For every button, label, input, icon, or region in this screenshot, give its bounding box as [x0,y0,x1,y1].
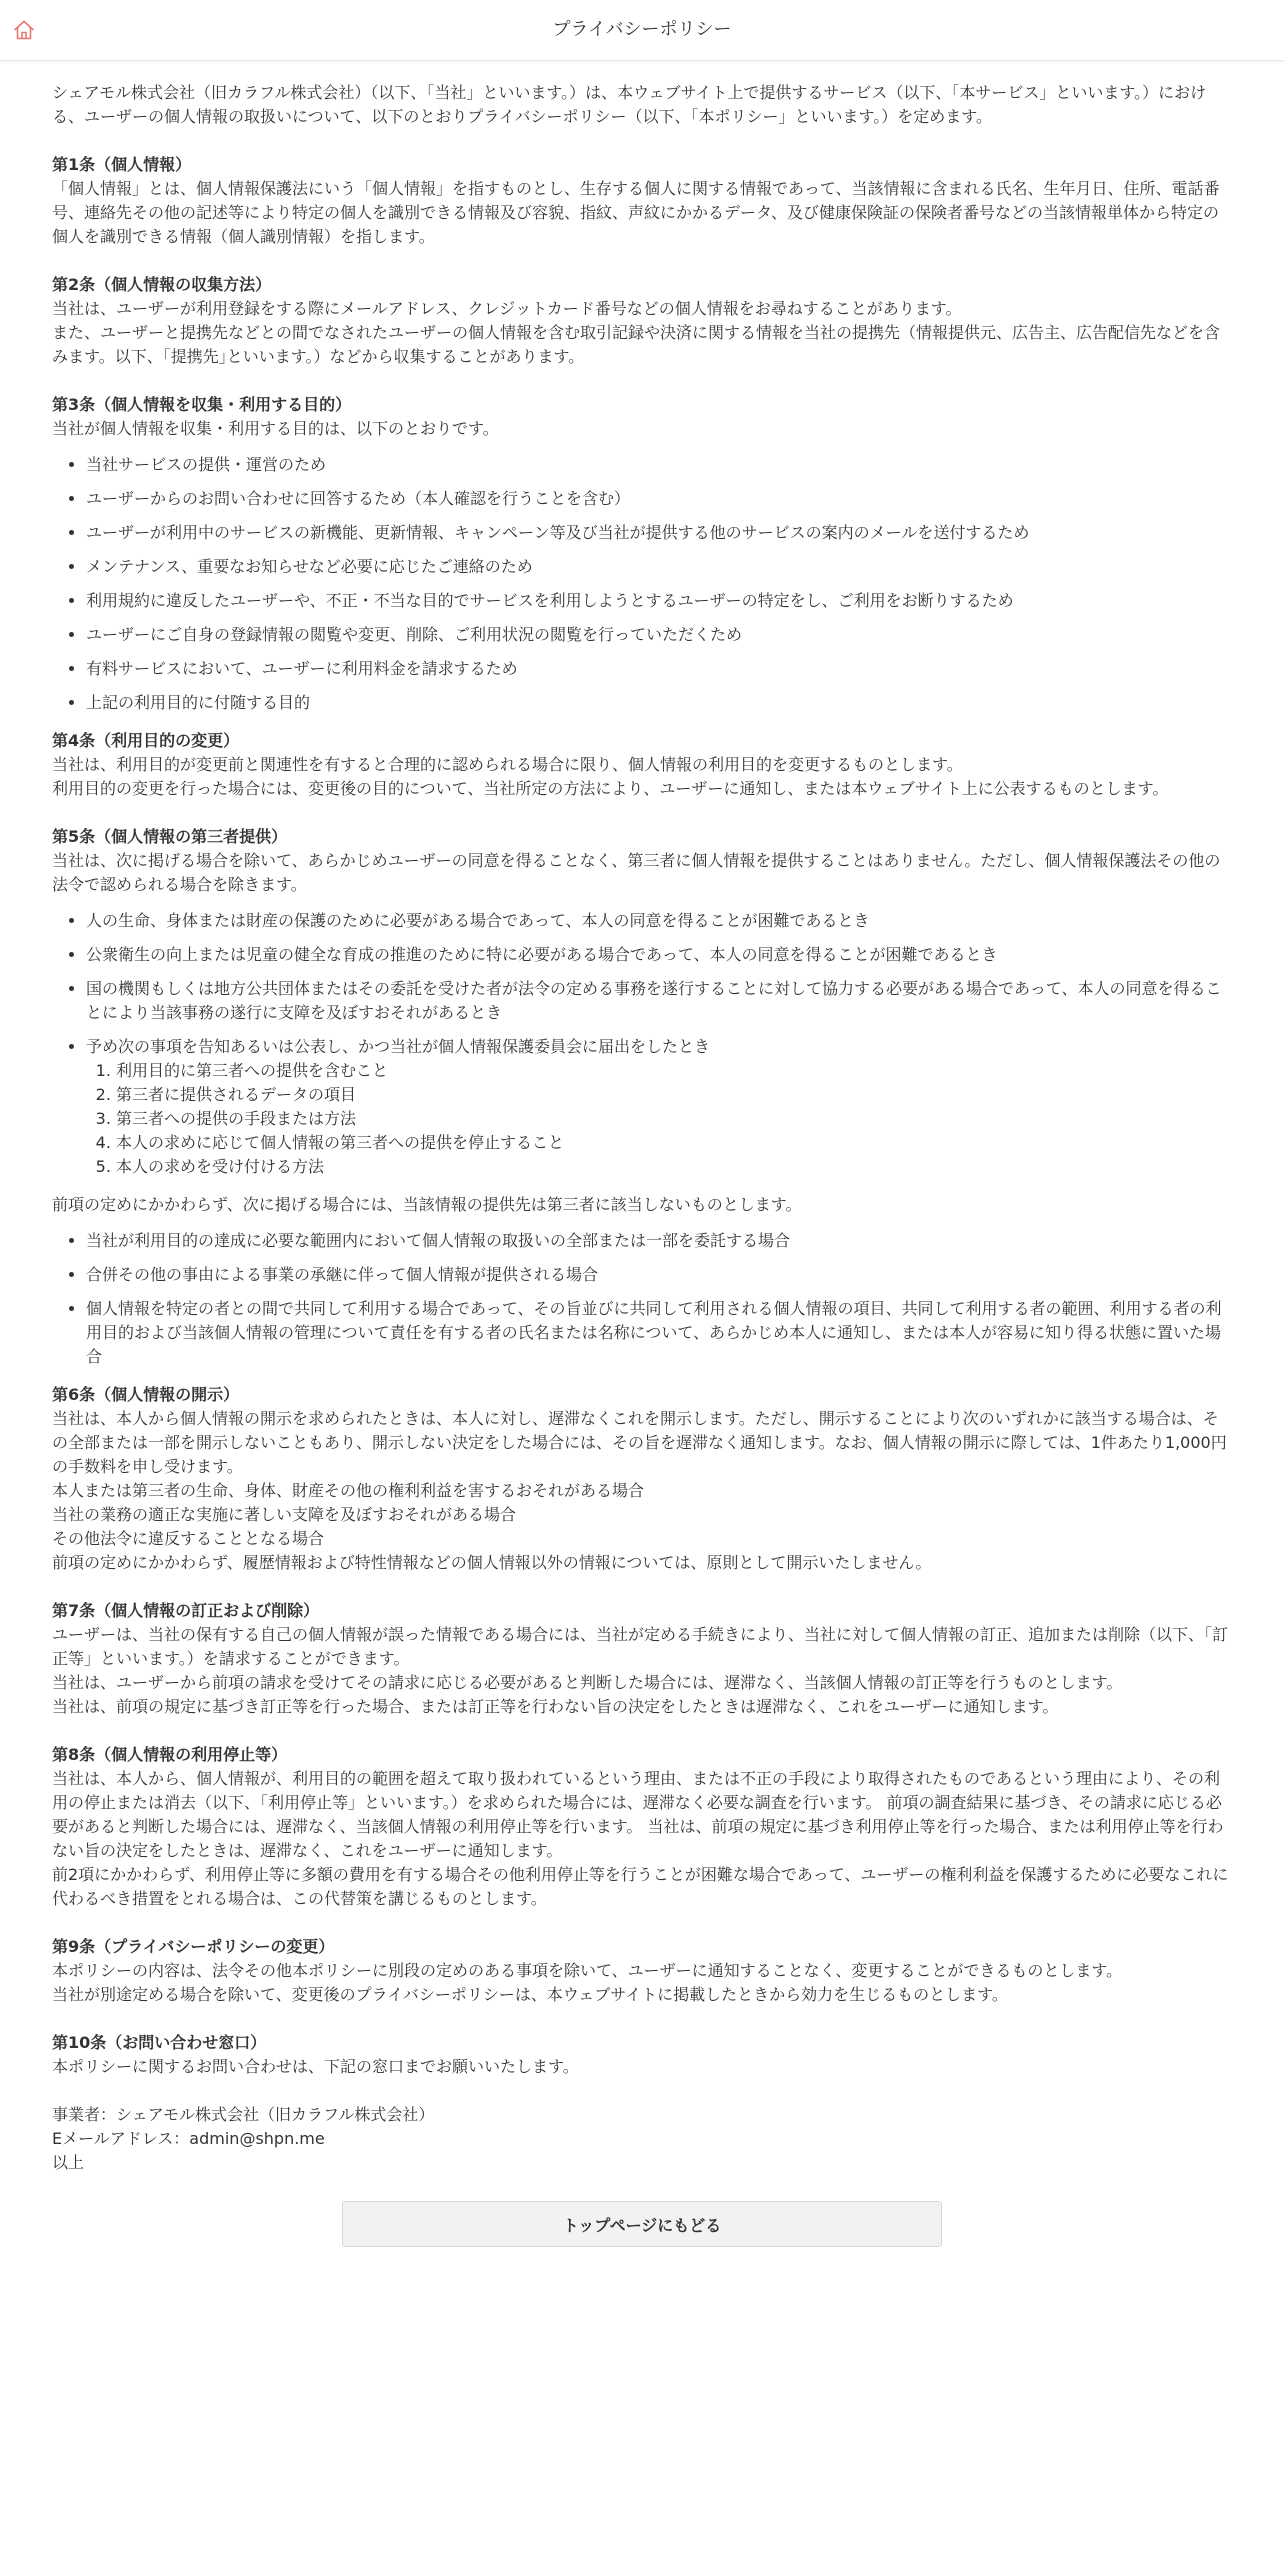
article-1 [52,153,1232,249]
article-text: 当社は、前項の規定に基づき訂正等を行った場合、または訂正等を行わない旨の決定をしたときは遅滞なく、これをユーザーに通知します。 [52,1697,1059,1716]
sub-list-item: 2. 第三者に提供されるデータの項目 [116,1083,1232,1107]
article-title: 第10条（お問い合わせ窓口） [52,2033,267,2052]
article-text: 当社の業務の適正な実施に著しい支障を及ぼすおそれがある場合 [52,1505,517,1524]
article-8 [52,1743,1232,1911]
article-title: 第8条（個人情報の利用停止等） [52,1745,288,1764]
article-text: 当社は、ユーザーから前項の請求を受けてその請求に応じる必要があると判断した場合には、遅滞なく、当該個人情報の訂正等を行うものとします。 [52,1673,1123,1692]
list-item: • 人の生命、身体または財産の保護のために必要がある場合であって、本人の同意を得ることが困難であるとき [86,909,1232,933]
sub-list [86,1059,1232,1179]
article-9 [52,1935,1232,2007]
article-4 [52,729,1232,801]
contact-email: Eメールアドレス：admin@shpn.me [52,2129,325,2148]
article-text: 「個人情報」とは、個人情報保護法にいう「個人情報」を指すものとし、生存する個人に関する情報であって、当該情報に含まれる氏名、生年月日、住所、電話番号、連絡先その他の記述等により特定の個人を識別できる情報及び容貌、指紋、声紋にかかるデータ、及び健康保険証の保険者番号などの当該情報単体から特定の個人を識別できる情報（個人識別情報）を指します。 [52,179,1220,246]
article-text: その他法令に違反することとなる場合 [52,1529,325,1548]
article-text: 当社は、本人から個人情報の開示を求められたときは、本人に対し、遅滞なくこれを開示します。ただし、開示することにより次のいずれかに該当する場合は、その全部または一部を開示しないこともあり、開示しない決定をした場合には、その旨を遅滞なく通知します。なお、個人情報の開示に際しては、1件あたり1,000円の手数料を申し受けます。 [52,1409,1227,1476]
intro-text: シェアモル株式会社（旧カラフル株式会社）（以下、「当社」といいます。）は、本ウェブサイト上で提供するサービス（以下、「本サービス」といいます。）における、ユーザーの個人情報の取扱いについて、以下のとおりプライバシーポリシー（以下、「本ポリシー」といいます。）を定めます。 [52,83,1207,126]
sub-list-item: 5. 本人の求めを受け付ける方法 [116,1155,1232,1179]
page-title: プライバシーポリシー [552,19,732,40]
list-item: • ユーザーからのお問い合わせに回答するため（本人確認を行うことを含む） [86,487,1232,511]
contact-info [52,2103,1232,2151]
exception-list [52,909,1232,1179]
purpose-list [52,453,1232,715]
article-title: 第7条（個人情報の訂正および削除） [52,1601,320,1620]
article-title: 第9条（プライバシーポリシーの変更） [52,1937,335,1956]
list-item: • 当社サービスの提供・運営のため [86,453,1232,477]
article-text: 当社は、ユーザーが利用登録をする際にメールアドレス、クレジットカード番号などの個人情報をお尋ねすることがあります。 [52,299,962,318]
article-5 [52,825,1232,1369]
article-text: 本ポリシーの内容は、法令その他本ポリシーに別段の定めのある事項を除いて、ユーザーに通知することなく、変更することができるものとします。 [52,1961,1123,1980]
home-button[interactable] [12,18,36,42]
home-icon [12,18,36,42]
list-item: • 合併その他の事由による事業の承継に伴って個人情報が提供される場合 [86,1263,1232,1287]
article-text: ユーザーは、当社の保有する自己の個人情報が誤った情報である場合には、当社が定める手続きにより、当社に対して個人情報の訂正、追加または削除（以下、「訂正等」といいます。）を請求することができます。 [52,1625,1229,1668]
article-3 [52,393,1232,715]
list-item: • ユーザーが利用中のサービスの新機能、更新情報、キャンペーン等及び当社が提供する他のサービスの案内のメールを送付するため [86,521,1232,545]
list-item: • 有料サービスにおいて、ユーザーに利用料金を請求するため [86,657,1232,681]
article-title: 第6条（個人情報の開示） [52,1385,240,1404]
list-item: • 国の機関もしくは地方公共団体またはその委託を受けた者が法令の定める事務を遂行することに対して協力する必要がある場合であって、本人の同意を得ることにより当該事務の遂行に支障を及ぼすおそれがあるとき [86,977,1232,1025]
list-item: • メンテナンス、重要なお知らせなど必要に応じたご連絡のため [86,555,1232,579]
policy-content [0,61,1284,2247]
article-text: 前2項にかかわらず、利用停止等に多額の費用を有する場合その他利用停止等を行うことが困難な場合であって、ユーザーの権利利益を保護するために必要なこれに代わるべき措置をとれる場合は、この代替策を講じるものとします。 [52,1865,1229,1908]
list-item: • 上記の利用目的に付随する目的 [86,691,1232,715]
article-text: 前項の定めにかかわらず、次に掲げる場合には、当該情報の提供先は第三者に該当しないものとします。 [52,1195,802,1214]
article-title: 第1条（個人情報） [52,155,192,174]
article-6 [52,1383,1232,1575]
article-text: また、ユーザーと提携先などとの間でなされたユーザーの個人情報を含む取引記録や決済に関する情報を当社の提携先（情報提供元、広告主、広告配信先などを含みます。以下、｢提携先｣といいます。）などから収集することがあります。 [52,323,1221,366]
article-text: 本ポリシーに関するお問い合わせは、下記の窓口までお願いいたします。 [52,2057,579,2076]
list-item [86,1035,1232,1179]
article-text: 前項の定めにかかわらず、履歴情報および特性情報などの個人情報以外の情報については、原則として開示いたしません。 [52,1553,932,1572]
header-bar [0,0,1284,61]
article-text: 当社が個人情報を収集・利用する目的は、以下のとおりです。 [52,419,499,438]
article-10 [52,2031,1232,2079]
article-text: 当社は、本人から、個人情報が、利用目的の範囲を超えて取り扱われているという理由、または不正の手段により取得されたものであるという理由により、その利用の停止または消去（以下、「利用停止等」といいます。）を求められた場合には、遅滞なく必要な調査を行います。 前項の調査結果に基づき、その請求に応じる必要があると判断した場合には、遅滞なく、当該個人情報の利用停止等を行います。 当社は、前項の規定に基づき利用停止等を行った場合、または利用停止等を行わない旨の決定をしたときは、遅滞なく、これをユーザーに通知します。 [52,1769,1224,1860]
sub-list-item: 1. 利用目的に第三者への提供を含むこと [116,1059,1232,1083]
article-7 [52,1599,1232,1719]
list-item: • ユーザーにご自身の登録情報の閲覧や変更、削除、ご利用状況の閲覧を行っていただくため [86,623,1232,647]
article-title: 第3条（個人情報を収集・利用する目的） [52,395,352,414]
article-text: 当社が別途定める場合を除いて、変更後のプライバシーポリシーは、本ウェブサイトに掲載したときから効力を生じるものとします。 [52,1985,1008,2004]
list-item: • 利用規約に違反したユーザーや、不正・不当な目的でサービスを利用しようとするユーザーの特定をし、ご利用をお断りするため [86,589,1232,613]
article-2 [52,273,1232,369]
article-title: 第4条（利用目的の変更） [52,731,240,750]
list-item-text: 予め次の事項を告知あるいは公表し、かつ当社が個人情報保護委員会に届出をしたとき [86,1037,711,1056]
back-to-top-button[interactable]: トップページにもどる [342,2201,942,2247]
list-item: • 公衆衛生の向上または児童の健全な育成の推進のために特に必要がある場合であって、本人の同意を得ることが困難であるとき [86,943,1232,967]
contact-company: 事業者：シェアモル株式会社（旧カラフル株式会社） [52,2105,435,2124]
list-item: • 当社が利用目的の達成に必要な範囲内において個人情報の取扱いの全部または一部を委託する場合 [86,1229,1232,1253]
article-title: 第5条（個人情報の第三者提供） [52,827,288,846]
sub-list-item: 3. 第三者への提供の手段または方法 [116,1107,1232,1131]
article-text: 当社は、利用目的が変更前と関連性を有すると合理的に認められる場合に限り、個人情報の利用目的を変更するものとします。 [52,755,963,774]
non-third-party-list [52,1229,1232,1369]
article-text: 利用目的の変更を行った場合には、変更後の目的について、当社所定の方法により、ユーザーに通知し、または本ウェブサイト上に公表するものとします。 [52,779,1169,798]
closing-text: 以上 [52,2153,85,2172]
sub-list-item: 4. 本人の求めに応じて個人情報の第三者への提供を停止すること [116,1131,1232,1155]
list-item: • 個人情報を特定の者との間で共同して利用する場合であって、その旨並びに共同して利用される個人情報の項目、共同して利用する者の範囲、利用する者の利用目的および当該個人情報の管理について責任を有する者の氏名または名称について、あらかじめ本人に通知し、または本人が容易に知り得る状態に置いた場合 [86,1297,1232,1369]
article-title: 第2条（個人情報の収集方法） [52,275,272,294]
article-text: 本人または第三者の生命、身体、財産その他の権利利益を害するおそれがある場合 [52,1481,645,1500]
article-text: 当社は、次に掲げる場合を除いて、あらかじめユーザーの同意を得ることなく、第三者に個人情報を提供することはありません。ただし、個人情報保護法その他の法令で認められる場合を除きます。 [52,851,1221,894]
